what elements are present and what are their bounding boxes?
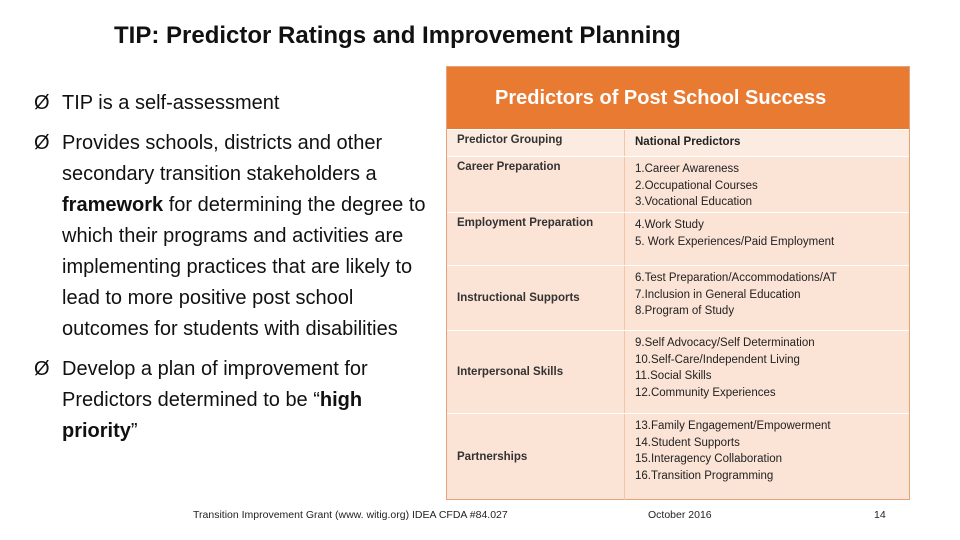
bullet-bold-text: framework xyxy=(62,194,164,216)
arrow-bullet-icon: Ø xyxy=(34,92,50,114)
footer-credit: Transition Improvement Grant (www. witig.org) IDEA CFDA #84.027 xyxy=(193,509,508,521)
bullet-list xyxy=(34,88,426,456)
predictor-list xyxy=(625,157,909,212)
predictor-item: 3.Vocational Education xyxy=(635,196,753,208)
predictors-table xyxy=(446,66,910,500)
arrow-bullet-icon: Ø xyxy=(34,132,50,154)
table-row xyxy=(447,212,909,265)
predictor-item: 2.Occupational Courses xyxy=(635,179,758,192)
table-header-row xyxy=(447,129,909,156)
predictor-item: 11.Social Skills xyxy=(635,370,712,382)
predictor-group: Interpersonal Skills xyxy=(447,331,625,413)
predictor-item: 16.Transition Programming xyxy=(635,469,774,482)
predictor-item: 14.Student Supports xyxy=(635,436,740,449)
table-row xyxy=(447,330,909,413)
slide-title: TIP: Predictor Ratings and Improvement Planning xyxy=(114,22,681,49)
bullet-text: TIP is a self-assessment xyxy=(62,92,280,114)
predictor-item: 9.Self Advocacy/Self Determination xyxy=(635,337,815,349)
predictor-group: Employment Preparation xyxy=(447,213,625,265)
predictor-group: Partnerships xyxy=(447,414,625,500)
bullet-text: ” xyxy=(130,420,138,442)
predictor-list xyxy=(625,414,909,500)
predictor-list xyxy=(625,266,909,330)
bullet-item xyxy=(34,88,426,119)
table-row xyxy=(447,413,909,500)
predictor-item: 12.Community Experiences xyxy=(635,386,776,399)
bullet-item xyxy=(34,128,426,345)
table-row xyxy=(447,265,909,330)
predictor-item: 6.Test Preparation/Accommodations/AT xyxy=(635,272,837,284)
footer-date: October 2016 xyxy=(648,509,712,521)
predictor-item: 13.Family Engagement/Empowerment xyxy=(635,420,831,432)
predictor-group: Instructional Supports xyxy=(447,266,625,330)
column-header-grouping: Predictor Grouping xyxy=(447,130,625,156)
predictor-list xyxy=(625,331,909,413)
bullet-bold-text: high priority xyxy=(62,389,363,442)
predictor-item: 15.Interagency Collaboration xyxy=(635,453,783,465)
predictor-item: 10.Self-Care/Independent Living xyxy=(635,353,800,366)
predictor-item: 7.Inclusion in General Education xyxy=(635,288,801,301)
predictor-item: 8.Program of Study xyxy=(635,305,735,317)
page-number: 14 xyxy=(874,509,886,521)
predictor-list xyxy=(625,213,909,265)
bullet-text: Provides schools, districts and other secondary transition stakeholders a xyxy=(62,132,383,185)
predictor-item: 1.Career Awareness xyxy=(635,163,739,175)
table-row xyxy=(447,156,909,212)
arrow-bullet-icon: Ø xyxy=(34,358,50,380)
bullet-item xyxy=(34,354,426,447)
predictor-group: Career Preparation xyxy=(447,157,625,212)
predictor-item: 5. Work Experiences/Paid Employment xyxy=(635,235,835,248)
column-header-predictors: National Predictors xyxy=(635,136,741,148)
bullet-text: for determining the degree to which their programs and activities are implementing practices that are likely to lead to more positive post school outcomes for students with disabilities xyxy=(62,194,426,340)
predictor-item: 4.Work Study xyxy=(635,219,704,231)
bullet-text: Develop a plan of improvement for Predictors determined to be “ xyxy=(62,358,368,411)
table-title: Predictors of Post School Success xyxy=(447,67,909,129)
